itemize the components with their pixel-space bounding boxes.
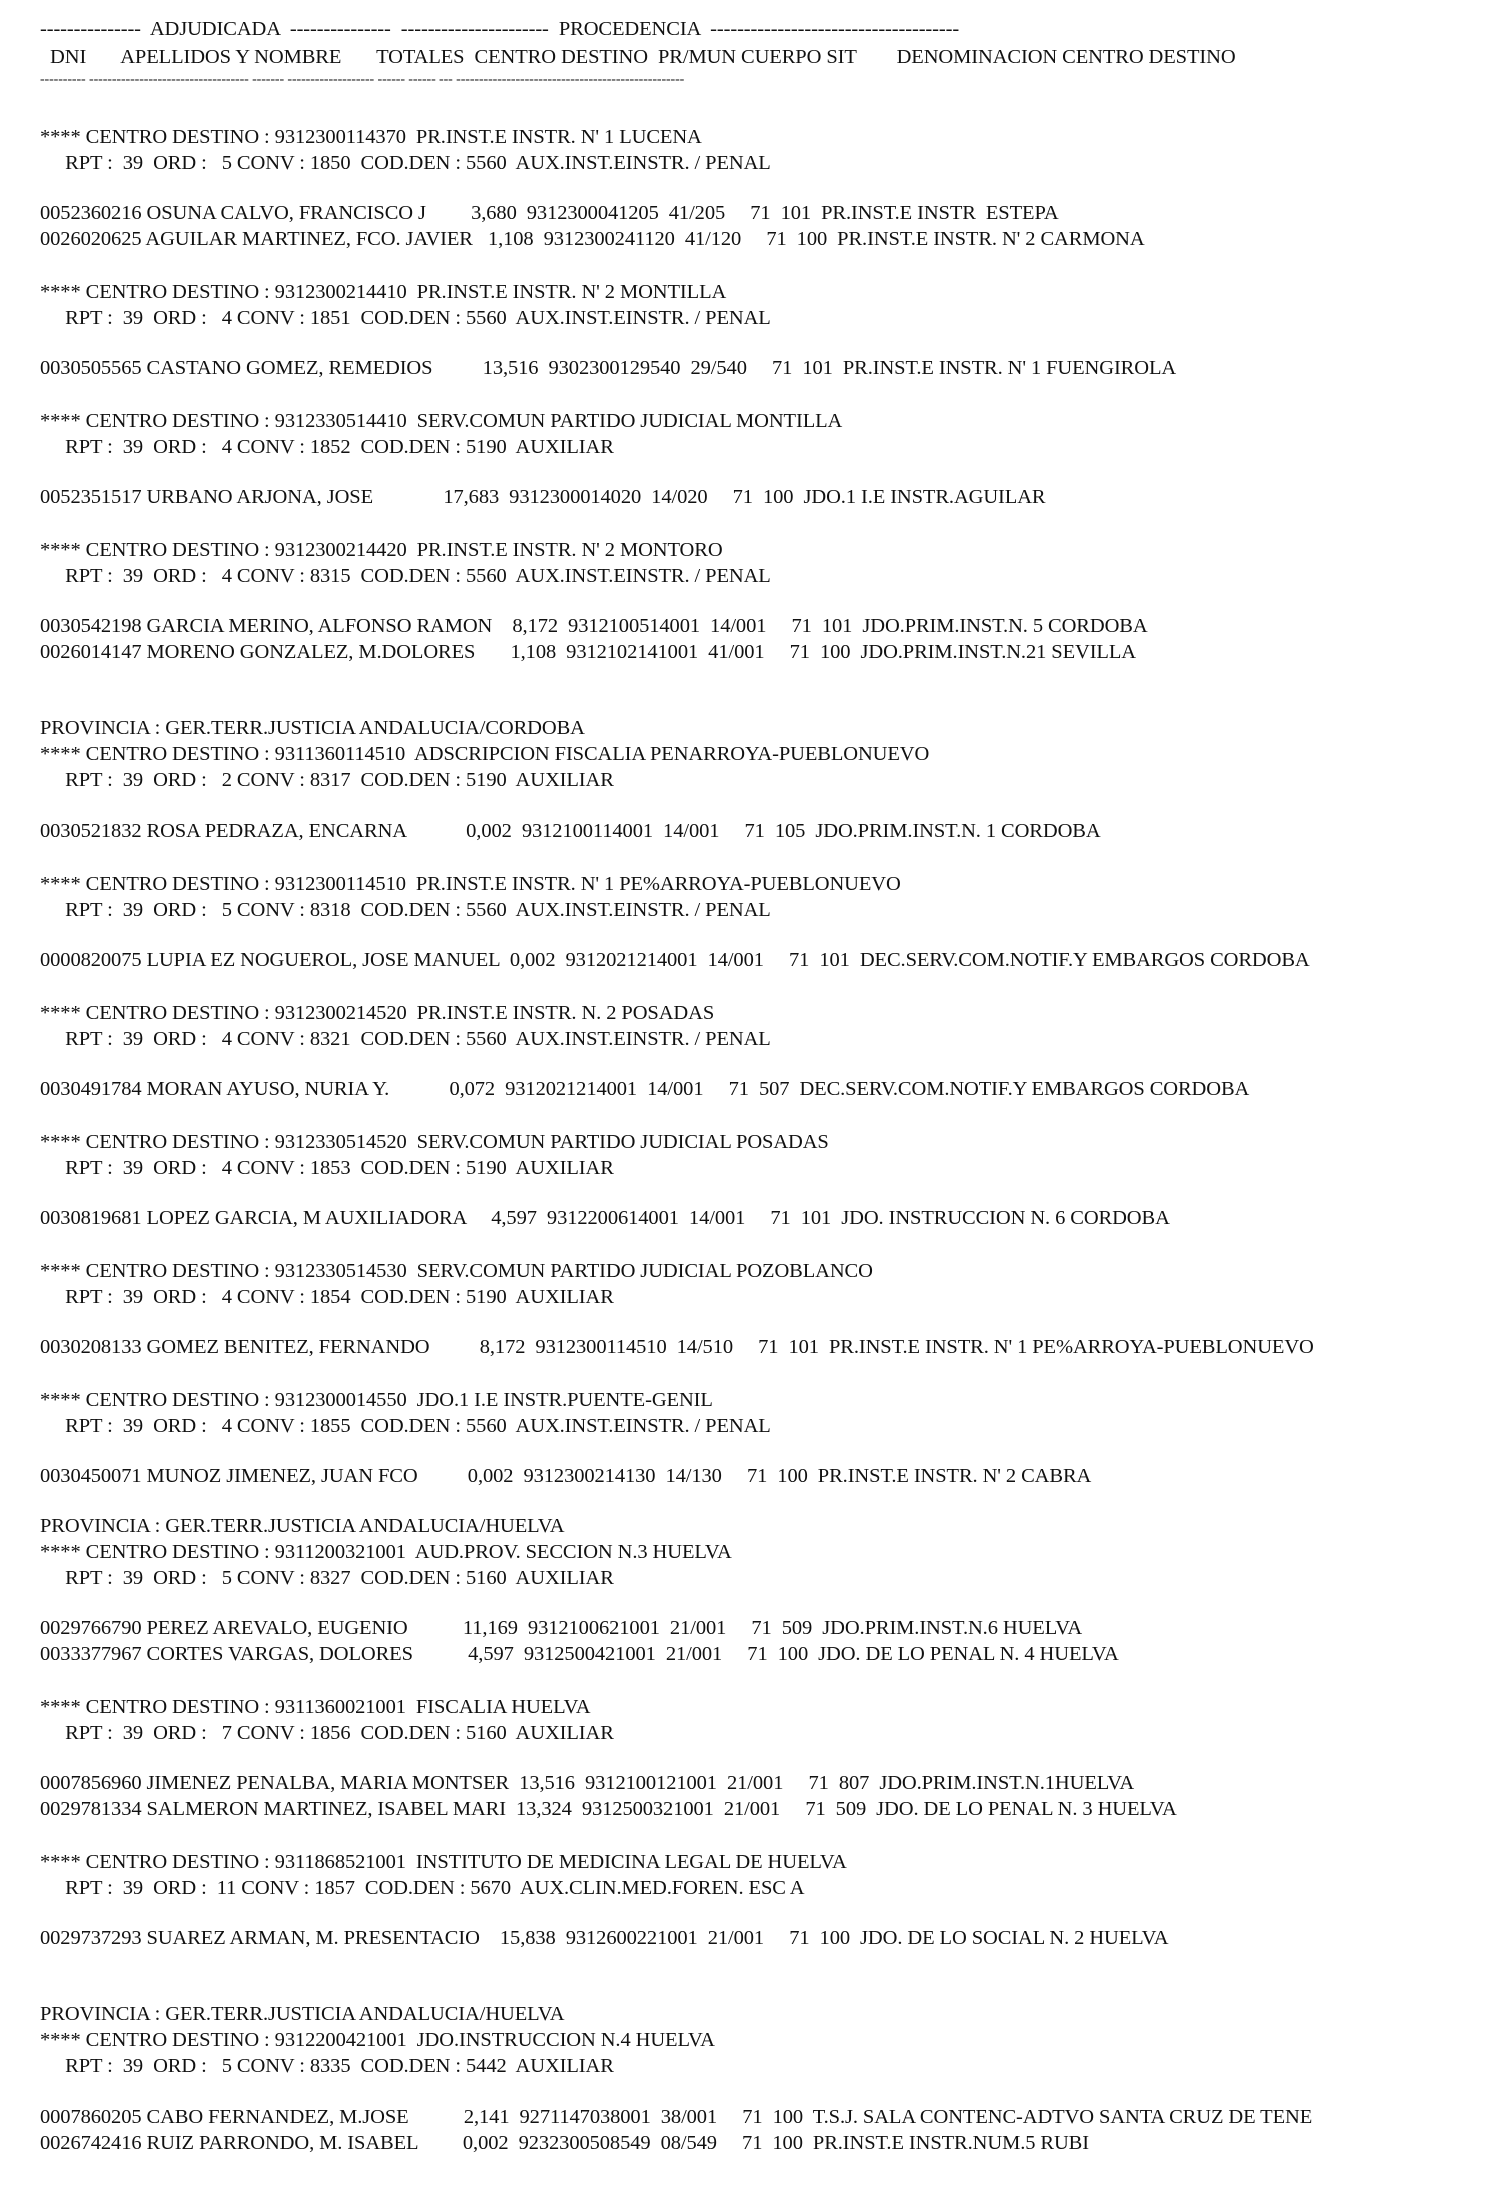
candidate-row: 0030208133 GOMEZ BENITEZ, FERNANDO 8,172 9312300114510 14/510 71 101 PR.INST.E INSTR. N' 1 PE%ARROYA-PUEBLONUEVO (40, 1336, 1314, 1358)
candidate-row: 0030542198 GARCIA MERINO, ALFONSO RAMON 8,172 9312100514001 14/001 71 101 JDO.PRIM.INST.N. 5 CORDOBA (40, 615, 1148, 637)
rpt-detail-line: RPT : 39 ORD : 4 CONV : 1851 COD.DEN : 5560 AUX.INST.EINSTR. / PENAL (40, 307, 771, 329)
candidate-row: 0029781334 SALMERON MARTINEZ, ISABEL MARI 13,324 9312500321001 21/001 71 509 JDO. DE LO PENAL N. 3 HUELVA (40, 1798, 1177, 1820)
candidate-row: 0052351517 URBANO ARJONA, JOSE 17,683 9312300014020 14/020 71 100 JDO.1 I.E INSTR.AGUILAR (40, 486, 1046, 508)
rpt-detail-line: RPT : 39 ORD : 4 CONV : 1853 COD.DEN : 5190 AUXILIAR (40, 1157, 614, 1179)
candidate-row: 0026020625 AGUILAR MARTINEZ, FCO. JAVIER 1,108 9312300241120 41/120 71 100 PR.INST.E INSTR. N' 2 CARMONA (40, 228, 1145, 250)
rpt-detail-line: RPT : 39 ORD : 4 CONV : 1852 COD.DEN : 5190 AUXILIAR (40, 436, 614, 458)
candidate-row: 0000820075 LUPIA EZ NOGUEROL, JOSE MANUEL 0,002 9312021214001 14/001 71 101 DEC.SERV.COM.NOTIF.Y EMBARGOS CORDOBA (40, 949, 1310, 971)
rpt-detail-line: RPT : 39 ORD : 5 CONV : 8335 COD.DEN : 5442 AUXILIAR (40, 2055, 614, 2077)
provincia-heading: PROVINCIA : GER.TERR.JUSTICIA ANDALUCIA/CORDOBA (40, 717, 585, 739)
candidate-row: 0026014147 MORENO GONZALEZ, M.DOLORES 1,108 9312102141001 41/001 71 100 JDO.PRIM.INST.N.21 SEVILLA (40, 641, 1136, 663)
rpt-detail-line: RPT : 39 ORD : 4 CONV : 8315 COD.DEN : 5560 AUX.INST.EINSTR. / PENAL (40, 565, 771, 587)
candidate-row: 0030819681 LOPEZ GARCIA, M AUXILIADORA 4,597 9312200614001 14/001 71 101 JDO. INSTRUCCION N. 6 CORDOBA (40, 1207, 1170, 1229)
rpt-detail-line: RPT : 39 ORD : 7 CONV : 1856 COD.DEN : 5160 AUXILIAR (40, 1722, 614, 1744)
candidate-row: 0030521832 ROSA PEDRAZA, ENCARNA 0,002 9312100114001 14/001 71 105 JDO.PRIM.INST.N. 1 CORDOBA (40, 820, 1101, 842)
candidate-row: 0007860205 CABO FERNANDEZ, M.JOSE 2,141 9271147038001 38/001 71 100 T.S.J. SALA CONTENC-ADTVO SANTA CRUZ DE TENE (40, 2106, 1313, 2128)
centro-destino-line: **** CENTRO DESTINO : 9312300214520 PR.INST.E INSTR. N. 2 POSADAS (40, 1002, 715, 1024)
candidate-row: 0026742416 RUIZ PARRONDO, M. ISABEL 0,002 9232300508549 08/549 71 100 PR.INST.E INSTR.NUM.5 RUBI (40, 2132, 1089, 2154)
report-header-rule: ---------- ----------------------------------- ------- ------------------- ------ ------ --- -------------------------------------------------- (40, 72, 685, 87)
centro-destino-line: **** CENTRO DESTINO : 9312300214410 PR.INST.E INSTR. N' 2 MONTILLA (40, 281, 727, 303)
candidate-row: 0029737293 SUAREZ ARMAN, M. PRESENTACIO 15,838 9312600221001 21/001 71 100 JDO. DE LO SOCIAL N. 2 HUELVA (40, 1927, 1169, 1949)
rpt-detail-line: RPT : 39 ORD : 2 CONV : 8317 COD.DEN : 5190 AUXILIAR (40, 769, 614, 791)
centro-destino-line: **** CENTRO DESTINO : 9312300114510 PR.INST.E INSTR. N' 1 PE%ARROYA-PUEBLONUEVO (40, 873, 901, 895)
centro-destino-line: **** CENTRO DESTINO : 9312330514410 SERV.COMUN PARTIDO JUDICIAL MONTILLA (40, 410, 843, 432)
centro-destino-line: **** CENTRO DESTINO : 9311360021001 FISCALIA HUELVA (40, 1696, 591, 1718)
centro-destino-line: **** CENTRO DESTINO : 9312300014550 JDO.1 I.E INSTR.PUENTE-GENIL (40, 1389, 713, 1411)
candidate-row: 0033377967 CORTES VARGAS, DOLORES 4,597 9312500421001 21/001 71 100 JDO. DE LO PENAL N. 4 HUELVA (40, 1643, 1119, 1665)
candidate-row: 0052360216 OSUNA CALVO, FRANCISCO J 3,680 9312300041205 41/205 71 101 PR.INST.E INSTR ESTEPA (40, 202, 1059, 224)
report-header-columns: DNI APELLIDOS Y NOMBRE TOTALES CENTRO DESTINO PR/MUN CUERPO SIT DENOMINACION CENTRO DESTINO (40, 46, 1236, 68)
candidate-row: 0030450071 MUNOZ JIMENEZ, JUAN FCO 0,002 9312300214130 14/130 71 100 PR.INST.E INSTR. N' 2 CABRA (40, 1465, 1092, 1487)
candidate-row: 0029766790 PEREZ AREVALO, EUGENIO 11,169 9312100621001 21/001 71 509 JDO.PRIM.INST.N.6 HUELVA (40, 1617, 1083, 1639)
centro-destino-line: **** CENTRO DESTINO : 9311868521001 INSTITUTO DE MEDICINA LEGAL DE HUELVA (40, 1851, 847, 1873)
rpt-detail-line: RPT : 39 ORD : 4 CONV : 1855 COD.DEN : 5560 AUX.INST.EINSTR. / PENAL (40, 1415, 771, 1437)
centro-destino-line: **** CENTRO DESTINO : 9312300214420 PR.INST.E INSTR. N' 2 MONTORO (40, 539, 723, 561)
rpt-detail-line: RPT : 39 ORD : 5 CONV : 1850 COD.DEN : 5560 AUX.INST.EINSTR. / PENAL (40, 152, 771, 174)
report-header-line-1: --------------- ADJUDICADA --------------- ---------------------- PROCEDENCIA ------------------------------------- (40, 18, 960, 40)
centro-destino-line: **** CENTRO DESTINO : 9311200321001 AUD.PROV. SECCION N.3 HUELVA (40, 1541, 732, 1563)
centro-destino-line: **** CENTRO DESTINO : 9312330514530 SERV.COMUN PARTIDO JUDICIAL POZOBLANCO (40, 1260, 873, 1282)
provincia-heading: PROVINCIA : GER.TERR.JUSTICIA ANDALUCIA/HUELVA (40, 1515, 565, 1537)
rpt-detail-line: RPT : 39 ORD : 5 CONV : 8318 COD.DEN : 5560 AUX.INST.EINSTR. / PENAL (40, 899, 771, 921)
provincia-heading: PROVINCIA : GER.TERR.JUSTICIA ANDALUCIA/HUELVA (40, 2003, 565, 2025)
candidate-row: 0007856960 JIMENEZ PENALBA, MARIA MONTSER 13,516 9312100121001 21/001 71 807 JDO.PRIM.INST.N.1HUELVA (40, 1772, 1135, 1794)
candidate-row: 0030491784 MORAN AYUSO, NURIA Y. 0,072 9312021214001 14/001 71 507 DEC.SERV.COM.NOTIF.Y EMBARGOS CORDOBA (40, 1078, 1250, 1100)
centro-destino-line: **** CENTRO DESTINO : 9312330514520 SERV.COMUN PARTIDO JUDICIAL POSADAS (40, 1131, 829, 1153)
rpt-detail-line: RPT : 39 ORD : 4 CONV : 8321 COD.DEN : 5560 AUX.INST.EINSTR. / PENAL (40, 1028, 771, 1050)
rpt-detail-line: RPT : 39 ORD : 4 CONV : 1854 COD.DEN : 5190 AUXILIAR (40, 1286, 614, 1308)
centro-destino-line: **** CENTRO DESTINO : 9312200421001 JDO.INSTRUCCION N.4 HUELVA (40, 2029, 715, 2051)
rpt-detail-line: RPT : 39 ORD : 11 CONV : 1857 COD.DEN : 5670 AUX.CLIN.MED.FOREN. ESC A (40, 1877, 805, 1899)
centro-destino-line: **** CENTRO DESTINO : 9311360114510 ADSCRIPCION FISCALIA PENARROYA-PUEBLONUEVO (40, 743, 930, 765)
centro-destino-line: **** CENTRO DESTINO : 9312300114370 PR.INST.E INSTR. N' 1 LUCENA (40, 126, 702, 148)
candidate-row: 0030505565 CASTANO GOMEZ, REMEDIOS 13,516 9302300129540 29/540 71 101 PR.INST.E INSTR. N' 1 FUENGIROLA (40, 357, 1177, 379)
rpt-detail-line: RPT : 39 ORD : 5 CONV : 8327 COD.DEN : 5160 AUXILIAR (40, 1567, 614, 1589)
